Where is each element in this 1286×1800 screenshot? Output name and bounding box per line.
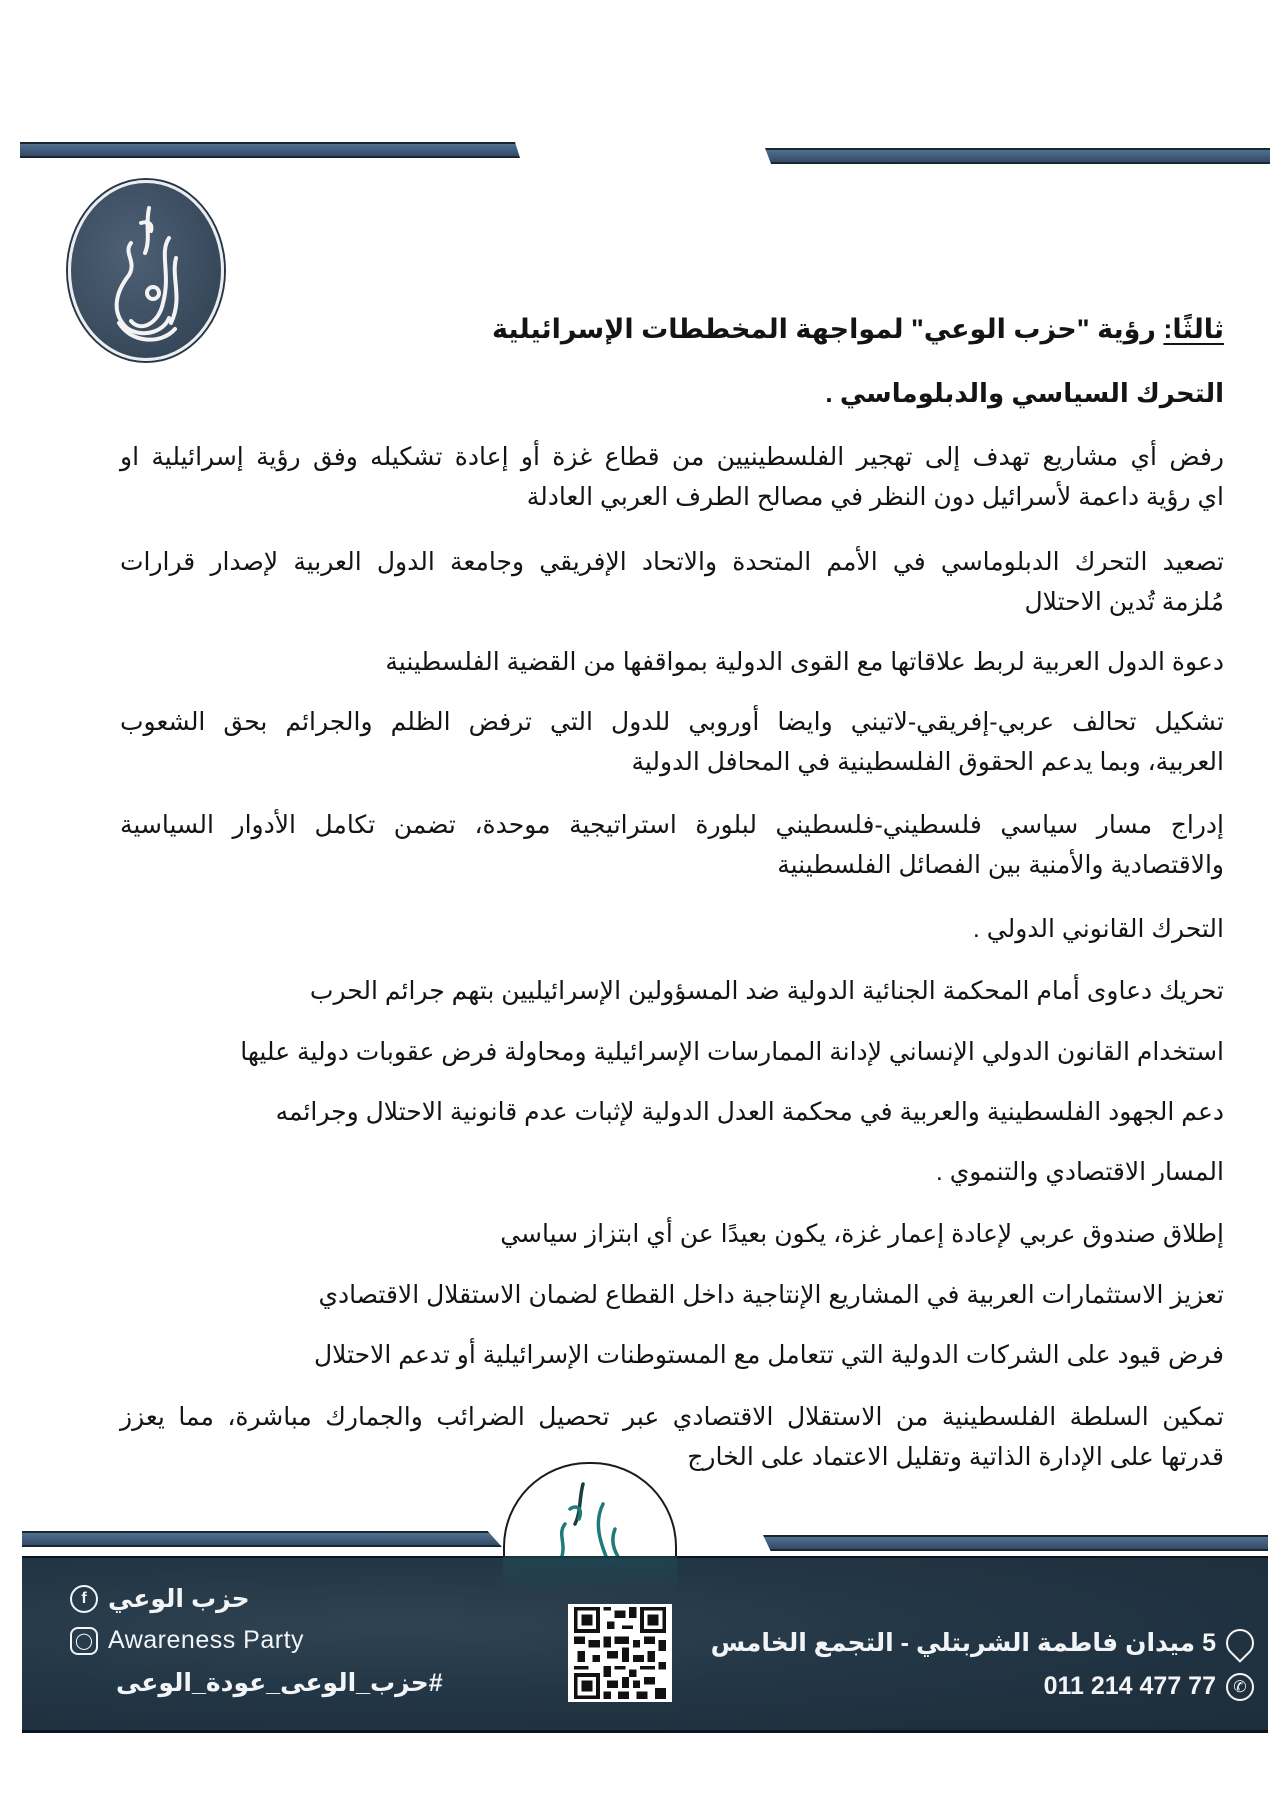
party-logo [68, 180, 224, 361]
footer-logo-watermark [503, 1556, 677, 1596]
top-left-band [20, 142, 520, 158]
section-heading-economic: المسار الاقتصادي والتنموي . [935, 1158, 1224, 1186]
facebook-icon: f [70, 1585, 98, 1613]
paragraph-line: تشكيل تحالف عربي-إفريقي-لاتيني وايضا أوروبي للدول التي ترفض الظلم والجرائم بحق الشعوب [120, 708, 1224, 736]
phone-icon: ✆ [1226, 1673, 1254, 1701]
top-right-band [765, 148, 1270, 164]
hashtag [116, 1668, 443, 1698]
document-title [492, 312, 1224, 346]
paragraph-line: فرض قيود على الشركات الدولية التي تتعامل مع المستوطنات الإسرائيلية أو تدعم الاحتلال [314, 1341, 1224, 1369]
paragraph-line: إدراج مسار سياسي فلسطيني-فلسطيني لبلورة استراتيجية موحدة، تضمن تكامل الأدوار السياسية [120, 811, 1224, 839]
paragraph-line: تصعيد التحرك الدبلوماسي في الأمم المتحدة والاتحاد الإفريقي وجامعة الدول العربية لإصدار قرارات [120, 548, 1224, 576]
paragraph-line: تحريك دعاوى أمام المحكمة الجنائية الدولية ضد المسؤولين الإسرائيليين بتهم جرائم الحرب [309, 977, 1224, 1005]
hashtag-label: #حزب_الوعى_عودة_الوعى [116, 1669, 443, 1697]
facebook-label: حزب الوعي [108, 1585, 250, 1613]
title-ordinal: ثالثًا: [1163, 314, 1224, 344]
qr-code-icon [571, 1607, 669, 1699]
facebook-link[interactable] [70, 1584, 250, 1614]
paragraph-line: اي رؤية داعمة لأسرائيل دون النظر في مصالح الطرف العربي العادلة [526, 483, 1224, 511]
paragraph-line: والاقتصادية والأمنية بين الفصائل الفلسطينية [777, 851, 1224, 879]
address [711, 1628, 1254, 1658]
paragraph-line: تمكين السلطة الفلسطينية من الاستقلال الاقتصادي عبر تحصيل الضرائب والجمارك مباشرة، مما يعزز [120, 1403, 1224, 1431]
paragraph-line: استخدام القانون الدولي الإنساني لإدانة الممارسات الإسرائيلية ومحاولة فرض عقوبات دولية عليها [240, 1038, 1224, 1066]
title-text: رؤية "حزب الوعي" لمواجهة المخططات الإسرائيلية [492, 314, 1164, 344]
paragraph-line: مُلزمة تُدين الاحتلال [1024, 588, 1224, 616]
paragraph-line: قدرتها على الإدارة الذاتية وتقليل الاعتماد على الخارج [687, 1443, 1224, 1471]
phone-label: 011 214 477 77 [1043, 1672, 1216, 1700]
paragraph-line: رفض أي مشاريع تهدف إلى تهجير الفلسطينيين من قطاع غزة أو إعادة تشكيله وفق رؤية إسرائيلية او [120, 443, 1224, 471]
section-heading-political: التحرك السياسي والدبلوماسي . [825, 378, 1224, 408]
paragraph-line: إطلاق صندوق عربي لإعادة إعمار غزة، يكون بعيدًا عن أي ابتزاز سياسي [500, 1220, 1224, 1248]
paragraph-line: العربية، وبما يدعم الحقوق الفلسطينية في المحافل الدولية [631, 748, 1224, 776]
location-pin-icon [1220, 1623, 1260, 1663]
calligraphy-logo-icon [71, 183, 221, 358]
footer-right-band [763, 1535, 1268, 1551]
instagram-label: Awareness Party [108, 1626, 305, 1654]
instagram-link[interactable] [70, 1626, 304, 1655]
footer-left-band [22, 1531, 502, 1547]
paragraph-line: دعوة الدول العربية لربط علاقاتها مع القوى الدولية بمواقفها من القضية الفلسطينية [385, 648, 1224, 676]
instagram-icon: ◯ [70, 1627, 98, 1655]
phone-link[interactable] [1044, 1672, 1254, 1701]
paragraph-line: تعزيز الاستثمارات العربية في المشاريع الإنتاجية داخل القطاع لضمان الاستقلال الاقتصادي [318, 1281, 1224, 1309]
qr-code[interactable] [568, 1604, 672, 1702]
section-heading-legal: التحرك القانوني الدولي . [972, 915, 1224, 943]
paragraph-line: دعم الجهود الفلسطينية والعربية في محكمة العدل الدولية لإثبات عدم قانونية الاحتلال وجرائمه [275, 1098, 1224, 1126]
address-label: 5 ميدان فاطمة الشربتلي - التجمع الخامس [710, 1629, 1216, 1657]
